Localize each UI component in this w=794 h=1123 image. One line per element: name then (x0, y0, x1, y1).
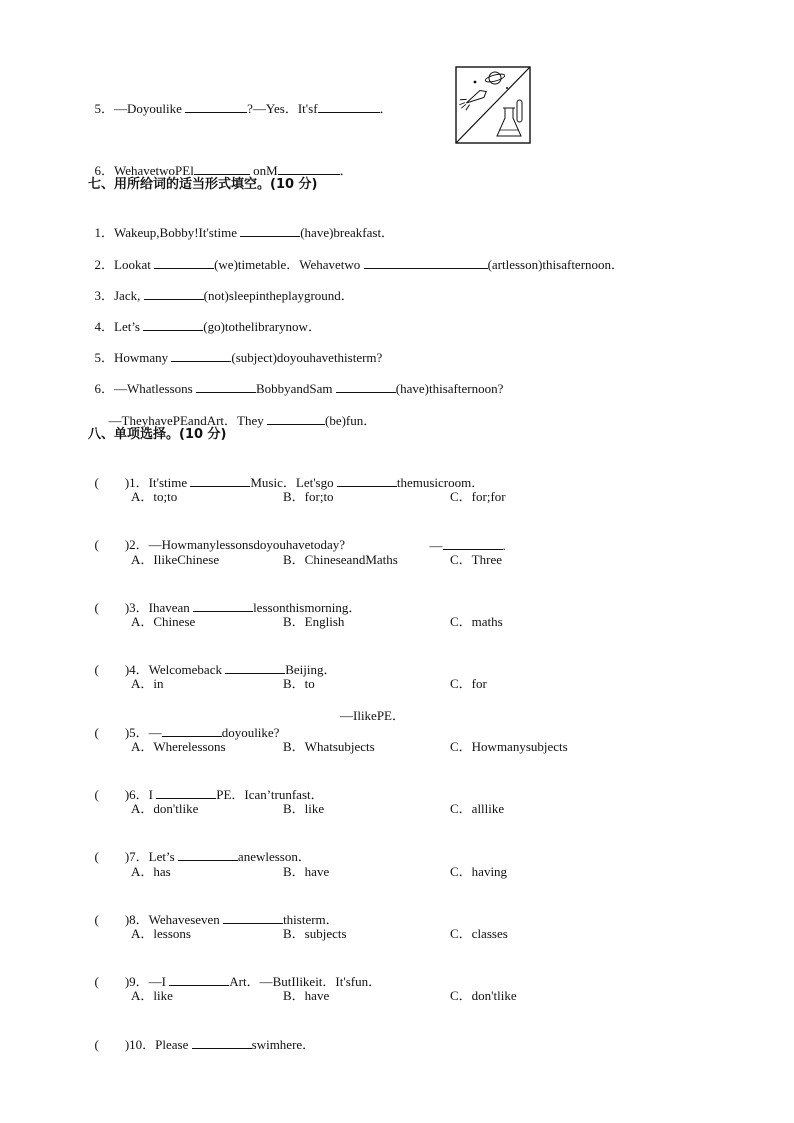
answer-parentheses[interactable]: ( ) (94, 600, 130, 615)
option-c[interactable]: C．having (450, 864, 508, 879)
option-b[interactable]: B．to (283, 676, 315, 691)
option-a[interactable]: A．IlikeChinese (131, 552, 220, 567)
section-seven-heading: 七、用所给词的适当形式填空。(10 分) (88, 177, 318, 192)
answer-blank[interactable] (144, 287, 204, 300)
option-c[interactable]: C．for (450, 676, 487, 691)
choice-question-5: ( )5．— doyoulike? (94, 725, 280, 740)
answer-blank[interactable] (318, 100, 380, 113)
choice-question-4: ( )4．Welcomeback Beijing． (94, 662, 337, 677)
choice-question-8: ( )8．Wehaveseven thisterm． (94, 912, 339, 927)
answer-blank (169, 973, 229, 986)
option-c[interactable]: C．Three (450, 552, 502, 567)
answer-blank[interactable] (196, 380, 256, 393)
option-b[interactable]: B．subjects (283, 926, 347, 941)
option-c[interactable]: C．alllike (450, 801, 505, 816)
option-c[interactable]: C．for;for (450, 489, 506, 504)
answer-parentheses[interactable]: ( ) (94, 1037, 130, 1052)
option-b[interactable]: B．like (283, 801, 325, 816)
option-a[interactable]: A．lessons (131, 926, 191, 941)
answer-blank[interactable] (171, 349, 231, 362)
option-b[interactable]: B．have (283, 864, 330, 879)
answer-parentheses[interactable]: ( ) (94, 725, 130, 740)
answer-blank (193, 599, 253, 612)
option-b[interactable]: B．for;to (283, 489, 334, 504)
choice-question-10: ( )10．Please swimhere． (94, 1037, 316, 1052)
answer-parentheses[interactable]: ( ) (94, 537, 130, 552)
fill-question-6: 6．—Whatlessons BobbyandSam (have)thisafternoon? (94, 381, 504, 396)
question-number: 5． (94, 101, 115, 116)
question-number: 6． (94, 163, 115, 178)
answer-blank[interactable] (364, 256, 488, 269)
choice-question-7: ( )7．Let’s anewlesson． (94, 849, 311, 864)
answer-blank (178, 848, 238, 861)
answer-blank (162, 724, 222, 737)
answer-blank (156, 786, 216, 799)
answer-blank[interactable] (194, 162, 250, 175)
answer-blank (337, 474, 397, 487)
answer-parentheses[interactable]: ( ) (94, 849, 130, 864)
answer-blank (190, 474, 250, 487)
fill-question-5: 5．Howmany (subject)doyouhavethisterm? (94, 350, 383, 365)
choice-question-2: ( )2．—Howmanylessonsdoyouhavetoday? (94, 537, 346, 552)
option-a[interactable]: A．to;to (131, 489, 178, 504)
option-b[interactable]: B．Whatsubjects (283, 739, 375, 754)
answer-blank (192, 1036, 252, 1049)
answer-parentheses[interactable]: ( ) (94, 787, 130, 802)
option-a[interactable]: A．Chinese (131, 614, 196, 629)
answer-parentheses[interactable]: ( ) (94, 662, 130, 677)
fill-question-6-answer: —TheyhavePEandArt．They (be)fun． (108, 413, 377, 428)
choice-question-9: ( )9．—I Art．—ButIlikeit．It'sfun． (94, 974, 382, 989)
choice-question-3: ( )3．Ihavean lessonthismorning． (94, 600, 362, 615)
option-b[interactable]: B．ChineseandMaths (283, 552, 398, 567)
option-c[interactable]: C．Howmanysubjects (450, 739, 568, 754)
answer-blank[interactable] (336, 380, 396, 393)
fill-question-1: 1．Wakeup,Bobby!It'stime (have)breakfast． (94, 225, 395, 240)
choice-question-5-reply: —IlikePE． (340, 708, 405, 723)
answer-parentheses[interactable]: ( ) (94, 475, 130, 490)
answer-blank (225, 661, 285, 674)
answer-blank[interactable] (154, 256, 214, 269)
fill-question-2: 2．Lookat (we)timetable．Wehavetwo (artlesson)thisafternoon． (94, 257, 625, 272)
answer-blank[interactable] (240, 224, 300, 237)
option-b[interactable]: B．have (283, 988, 330, 1003)
answer-blank (443, 537, 503, 550)
section-eight-heading: 八、单项选择。(10 分) (88, 427, 227, 442)
answer-blank[interactable] (278, 162, 340, 175)
choice-question-2-reply: — . (429, 538, 506, 553)
fill-question-4: 4．Let’s (go)tothelibrarynow． (94, 319, 321, 334)
space-science-picture (455, 66, 531, 144)
fill-question-3: 3．Jack, (not)sleepintheplayground． (94, 288, 354, 303)
question-5: 5．—Doyoulike ?—Yes．It'sf ． (94, 101, 393, 116)
option-a[interactable]: A．Wherelessons (131, 739, 226, 754)
answer-blank[interactable] (185, 100, 247, 113)
question-6: 6．WehavetwoPEl onM ． (94, 163, 353, 178)
answer-blank[interactable] (267, 412, 325, 425)
option-c[interactable]: C．classes (450, 926, 508, 941)
option-a[interactable]: A．like (131, 988, 173, 1003)
option-a[interactable]: A．has (131, 864, 171, 879)
answer-blank[interactable] (143, 318, 203, 331)
option-b[interactable]: B．English (283, 614, 345, 629)
option-a[interactable]: A．in (131, 676, 164, 691)
choice-question-1: ( )1．It'stime Music．Let'sgo themusicroom． (94, 475, 485, 490)
answer-parentheses[interactable]: ( ) (94, 974, 130, 989)
answer-parentheses[interactable]: ( ) (94, 912, 130, 927)
choice-question-6: ( )6．I PE．Ican’trunfast． (94, 787, 324, 802)
option-a[interactable]: A．don'tlike (131, 801, 199, 816)
answer-blank (223, 911, 283, 924)
option-c[interactable]: C．don'tlike (450, 988, 517, 1003)
option-c[interactable]: C．maths (450, 614, 503, 629)
